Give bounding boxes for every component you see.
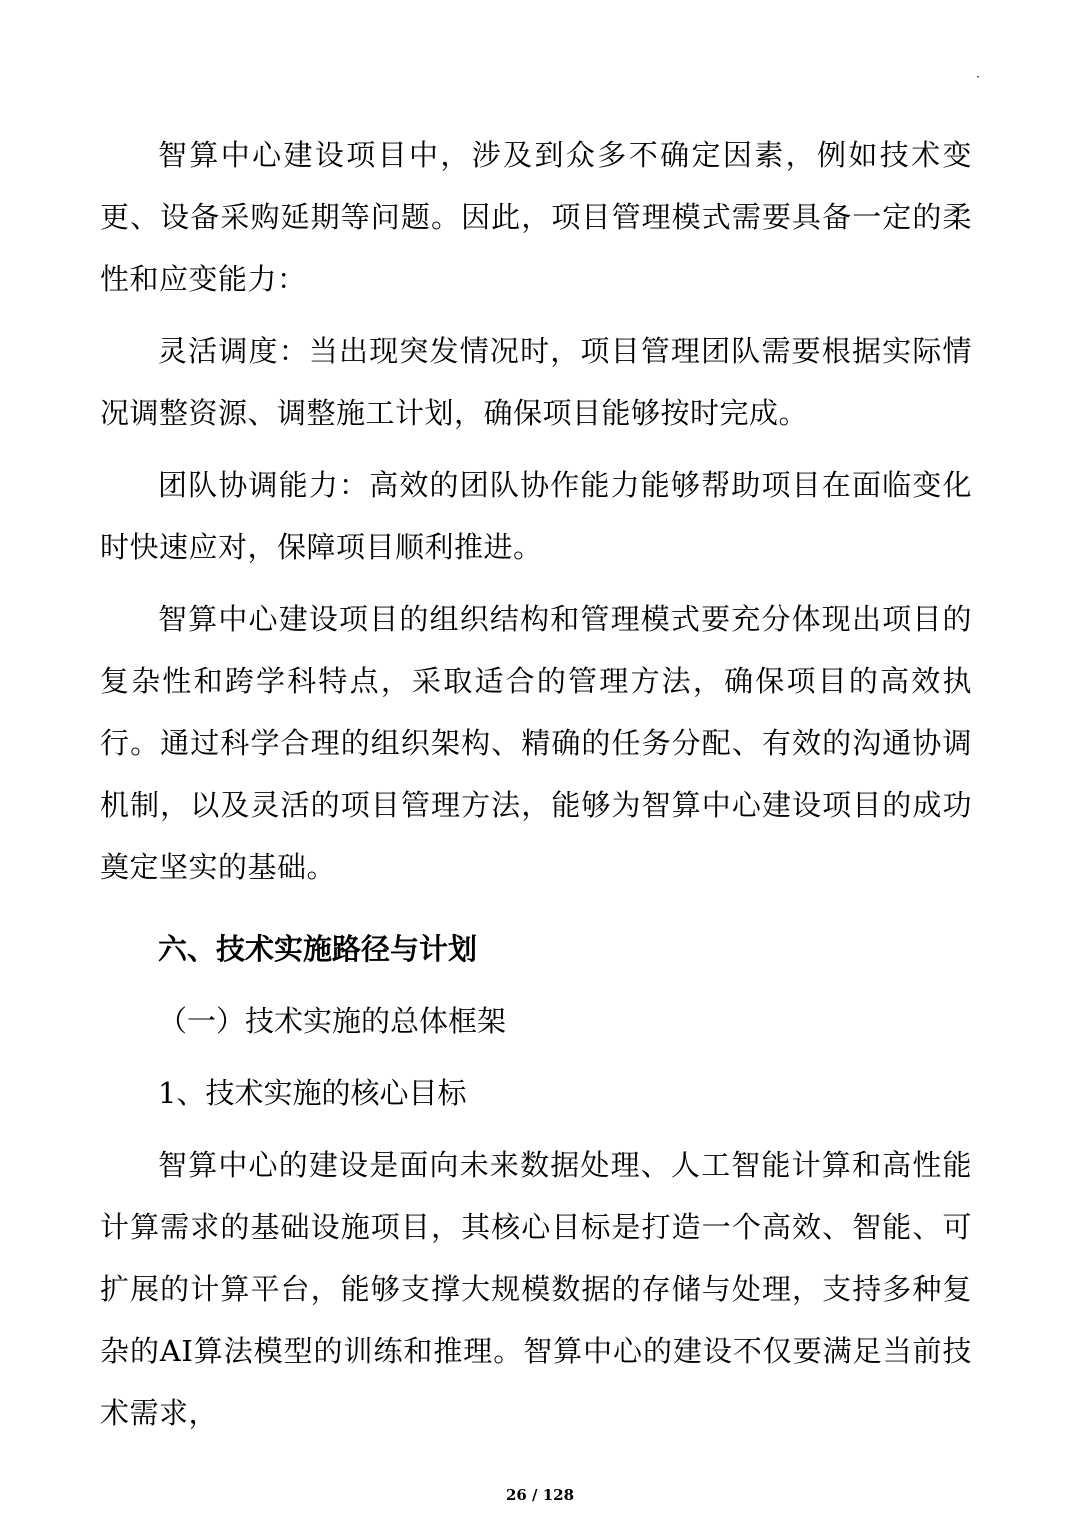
section-heading: 六、技术实施路径与计划 — [158, 932, 478, 966]
subsection-heading: （一）技术实施的总体框架 — [158, 1004, 507, 1038]
paragraph-flexible-scheduling: 灵活调度：当出现突发情况时，项目管理团队需要根据实际情况调整资源、调整施工计划，确保项目能够按时完成。 — [100, 334, 972, 430]
page-content — [100, 124, 972, 1454]
page-number: 26 / 128 — [505, 1486, 575, 1504]
corner-mark: · — [976, 70, 980, 84]
section-gap — [100, 908, 972, 918]
item-heading: 1、技术实施的核心目标 — [158, 1076, 467, 1110]
paragraph-flexibility-intro: 智算中心建设项目中，涉及到众多不确定因素，例如技术变更、设备采购延期等问题。因此，项目管理模式需要具备一定的柔性和应变能力： — [100, 138, 972, 296]
paragraph-team-coordination: 团队协调能力：高效的团队协作能力能够帮助项目在面临变化时快速应对，保障项目顺利推进。 — [100, 468, 972, 564]
paragraph-summary: 智算中心建设项目的组织结构和管理模式要充分体现出项目的复杂性和跨学科特点，采取适合的管理方法，确保项目的高效执行。通过科学合理的组织架构、精确的任务分配、有效的沟通协调机制，以及灵活的项目管理方法，能够为智算中心建设项目的成功奠定坚实的基础。 — [100, 602, 972, 884]
paragraph-core-objective: 智算中心的建设是面向未来数据处理、人工智能计算和高性能计算需求的基础设施项目，其核心目标是打造一个高效、智能、可扩展的计算平台，能够支撑大规模数据的存储与处理，支持多种复杂的AI算法模型的训练和推理。智算中心的建设不仅要满足当前技术需求， — [100, 1148, 972, 1430]
